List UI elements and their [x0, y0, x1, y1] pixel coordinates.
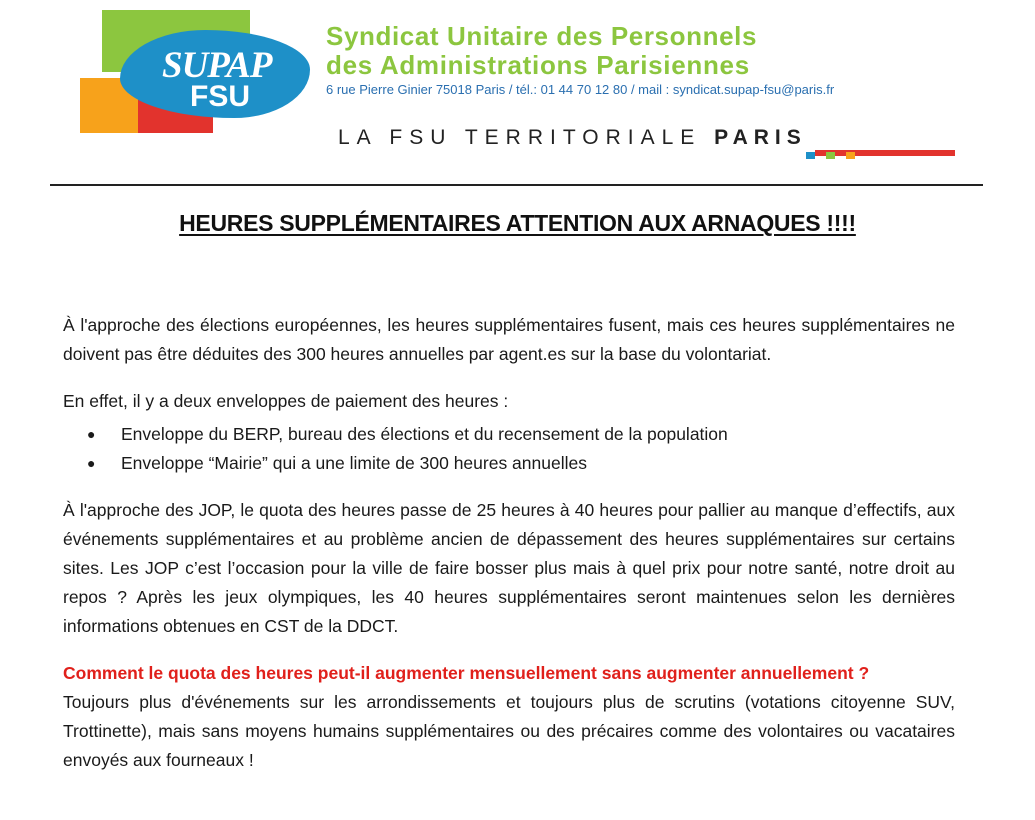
list-item: [63, 420, 955, 449]
union-name-line2: des Administrations Parisiennes: [326, 50, 750, 80]
paragraph-elections: À l'approche des élections européennes, les heures supplémentaires fusent, mais ces heures supplémentaires ne doivent pas être déduites des 300 heures annuelles par agent.es sur la base du volontariat.: [63, 315, 955, 364]
union-name-line1: Syndicat Unitaire des Personnels: [326, 21, 758, 51]
logo-fsu-text: FSU: [190, 80, 250, 113]
quota-explanation: Toujours plus d'événements sur les arrondissements et toujours plus de scrutins (votations citoyenne SUV, Trottinette), mais sans moyens humains supplémentaires ou des précaires comme des volontaires ou vacataires envoyés aux fourneaux !: [63, 692, 955, 770]
paragraph-quota: [63, 659, 955, 775]
envelopes-list: [63, 420, 955, 478]
paragraph-envelopes-intro: En effet, il y a deux enveloppes de paiement des heures :: [63, 391, 509, 411]
tagline-dot-orange: [846, 152, 855, 159]
tagline-paris: PARIS: [714, 126, 807, 149]
bullet-icon: ●: [87, 426, 96, 442]
document-body: [63, 311, 955, 775]
header-divider: [50, 184, 983, 186]
tagline: [338, 126, 807, 150]
document-title: HEURES SUPPLÉMENTAIRES ATTENTION AUX ARNAQUES !!!!: [179, 210, 856, 236]
union-address: 6 rue Pierre Ginier 75018 Paris / tél.: 01 44 70 12 80 / mail : syndicat.supap-fsu@paris.fr: [326, 82, 835, 97]
list-item-text: Enveloppe du BERP, bureau des élections et du recensement de la population: [121, 424, 728, 444]
union-name: [326, 22, 757, 80]
tagline-underline: [815, 150, 955, 156]
quota-question: Comment le quota des heures peut-il augmenter mensuellement sans augmenter annuellement ?: [63, 663, 870, 683]
bullet-icon: ●: [87, 455, 96, 471]
tagline-text: LA FSU TERRITORIALE: [338, 126, 702, 149]
supap-fsu-logo: [80, 8, 310, 133]
list-item-text: Enveloppe “Mairie” qui a une limite de 300 heures annuelles: [121, 453, 587, 473]
list-item: [63, 449, 955, 478]
tagline-dot-green: [826, 152, 835, 159]
tagline-dot-blue: [806, 152, 815, 159]
logo-supap-text: SUPAP: [162, 45, 272, 86]
paragraph-jop: À l'approche des JOP, le quota des heures passe de 25 heures à 40 heures pour pallier au manque d’effectifs, aux événements supplémentaires et au problème ancien de dépassement des heures supplémentaires sur certains sites. Les JOP c’est l’occasion pour la ville de faire bosser plus mais à quel prix pour notre santé, notre droit au repos ? Après les jeux olympiques, les 40 heures supplémentaires seront maintenues selon les dernières informations obtenues en CST de la DDCT.: [63, 500, 955, 636]
